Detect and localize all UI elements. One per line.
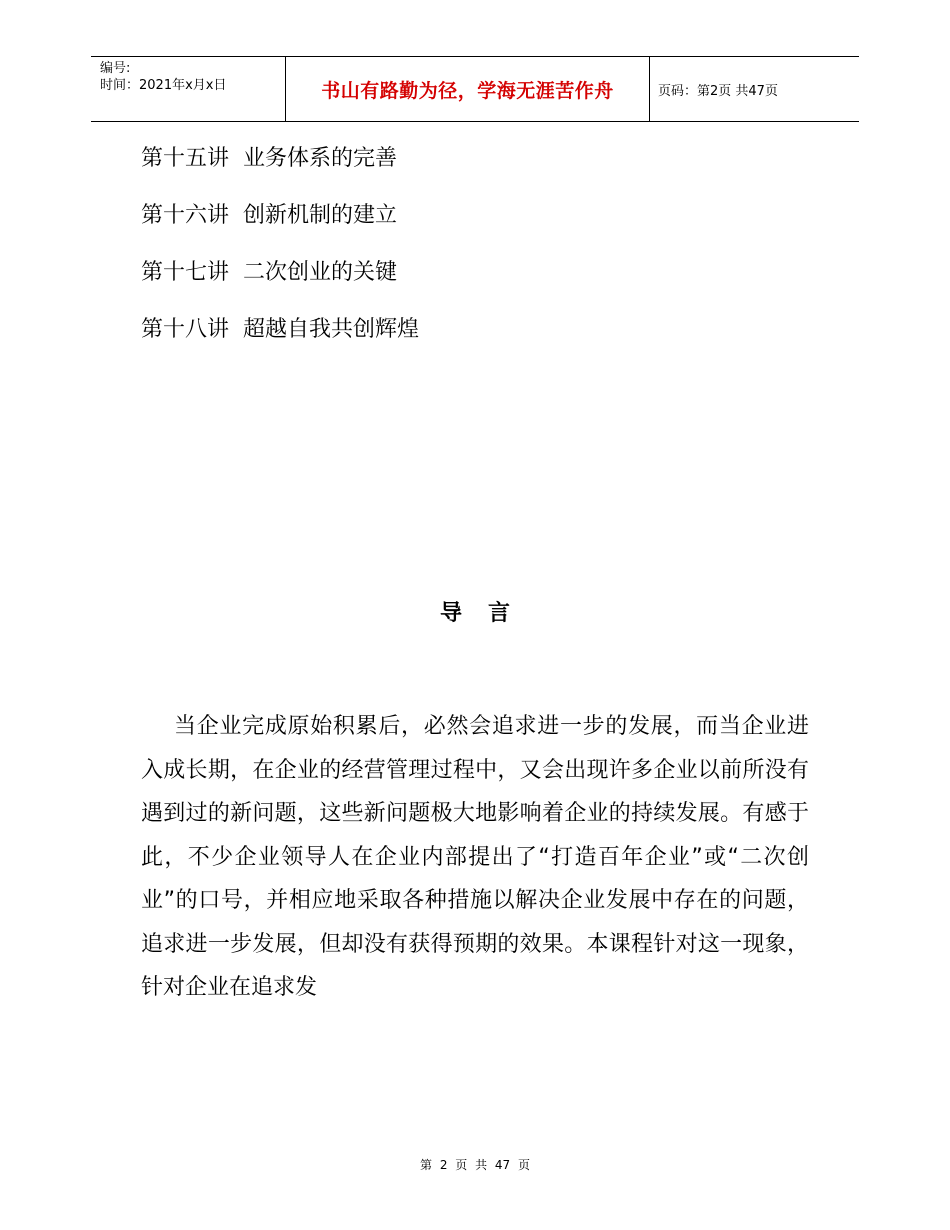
header-meta <box>91 57 286 121</box>
toc-item-title: 创新机制的建立 <box>243 203 398 228</box>
header-page-info: 页码：第2页 共47页 <box>658 83 778 99</box>
header-number-label: 编号: <box>100 61 131 76</box>
toc-item <box>141 254 419 311</box>
toc-item-title: 超越自我共创辉煌 <box>243 317 420 342</box>
header-motto: 书山有路勤为径，学海无涯苦作舟 <box>286 57 650 121</box>
toc-item <box>141 197 419 254</box>
toc-item <box>141 140 419 197</box>
page-header <box>91 56 859 122</box>
toc-item <box>141 311 419 368</box>
toc-item-number: 第十八讲 <box>141 317 230 342</box>
toc-item-number: 第十五讲 <box>141 146 230 171</box>
section-title: 导言 <box>439 601 536 626</box>
body-paragraph: 当企业完成原始积累后，必然会追求进一步的发展，而当企业进入成长期，在企业的经营管理过程中，又会出现许多企业以前所没有遇到过的新问题，这些新问题极大地影响着企业的持续发展。有感于此，不少企业领导人在企业内部提出了“打造百年企业”或“二次创业”的口号，并相应地采取各种措施以解决企业发展中存在的问题，追求进一步发展，但却没有获得预期的效果。本课程针对这一现象，针对企业在追求发 <box>141 714 809 1000</box>
toc-item-title: 二次创业的关键 <box>243 260 398 285</box>
toc-item-title: 业务体系的完善 <box>243 146 398 171</box>
page-footer: 第 2 页 共 47 页 <box>420 1158 530 1172</box>
header-date: 时间：2021年x月x日 <box>100 78 227 93</box>
table-of-contents <box>141 140 419 368</box>
toc-item-number: 第十七讲 <box>141 260 230 285</box>
toc-item-number: 第十六讲 <box>141 203 230 228</box>
